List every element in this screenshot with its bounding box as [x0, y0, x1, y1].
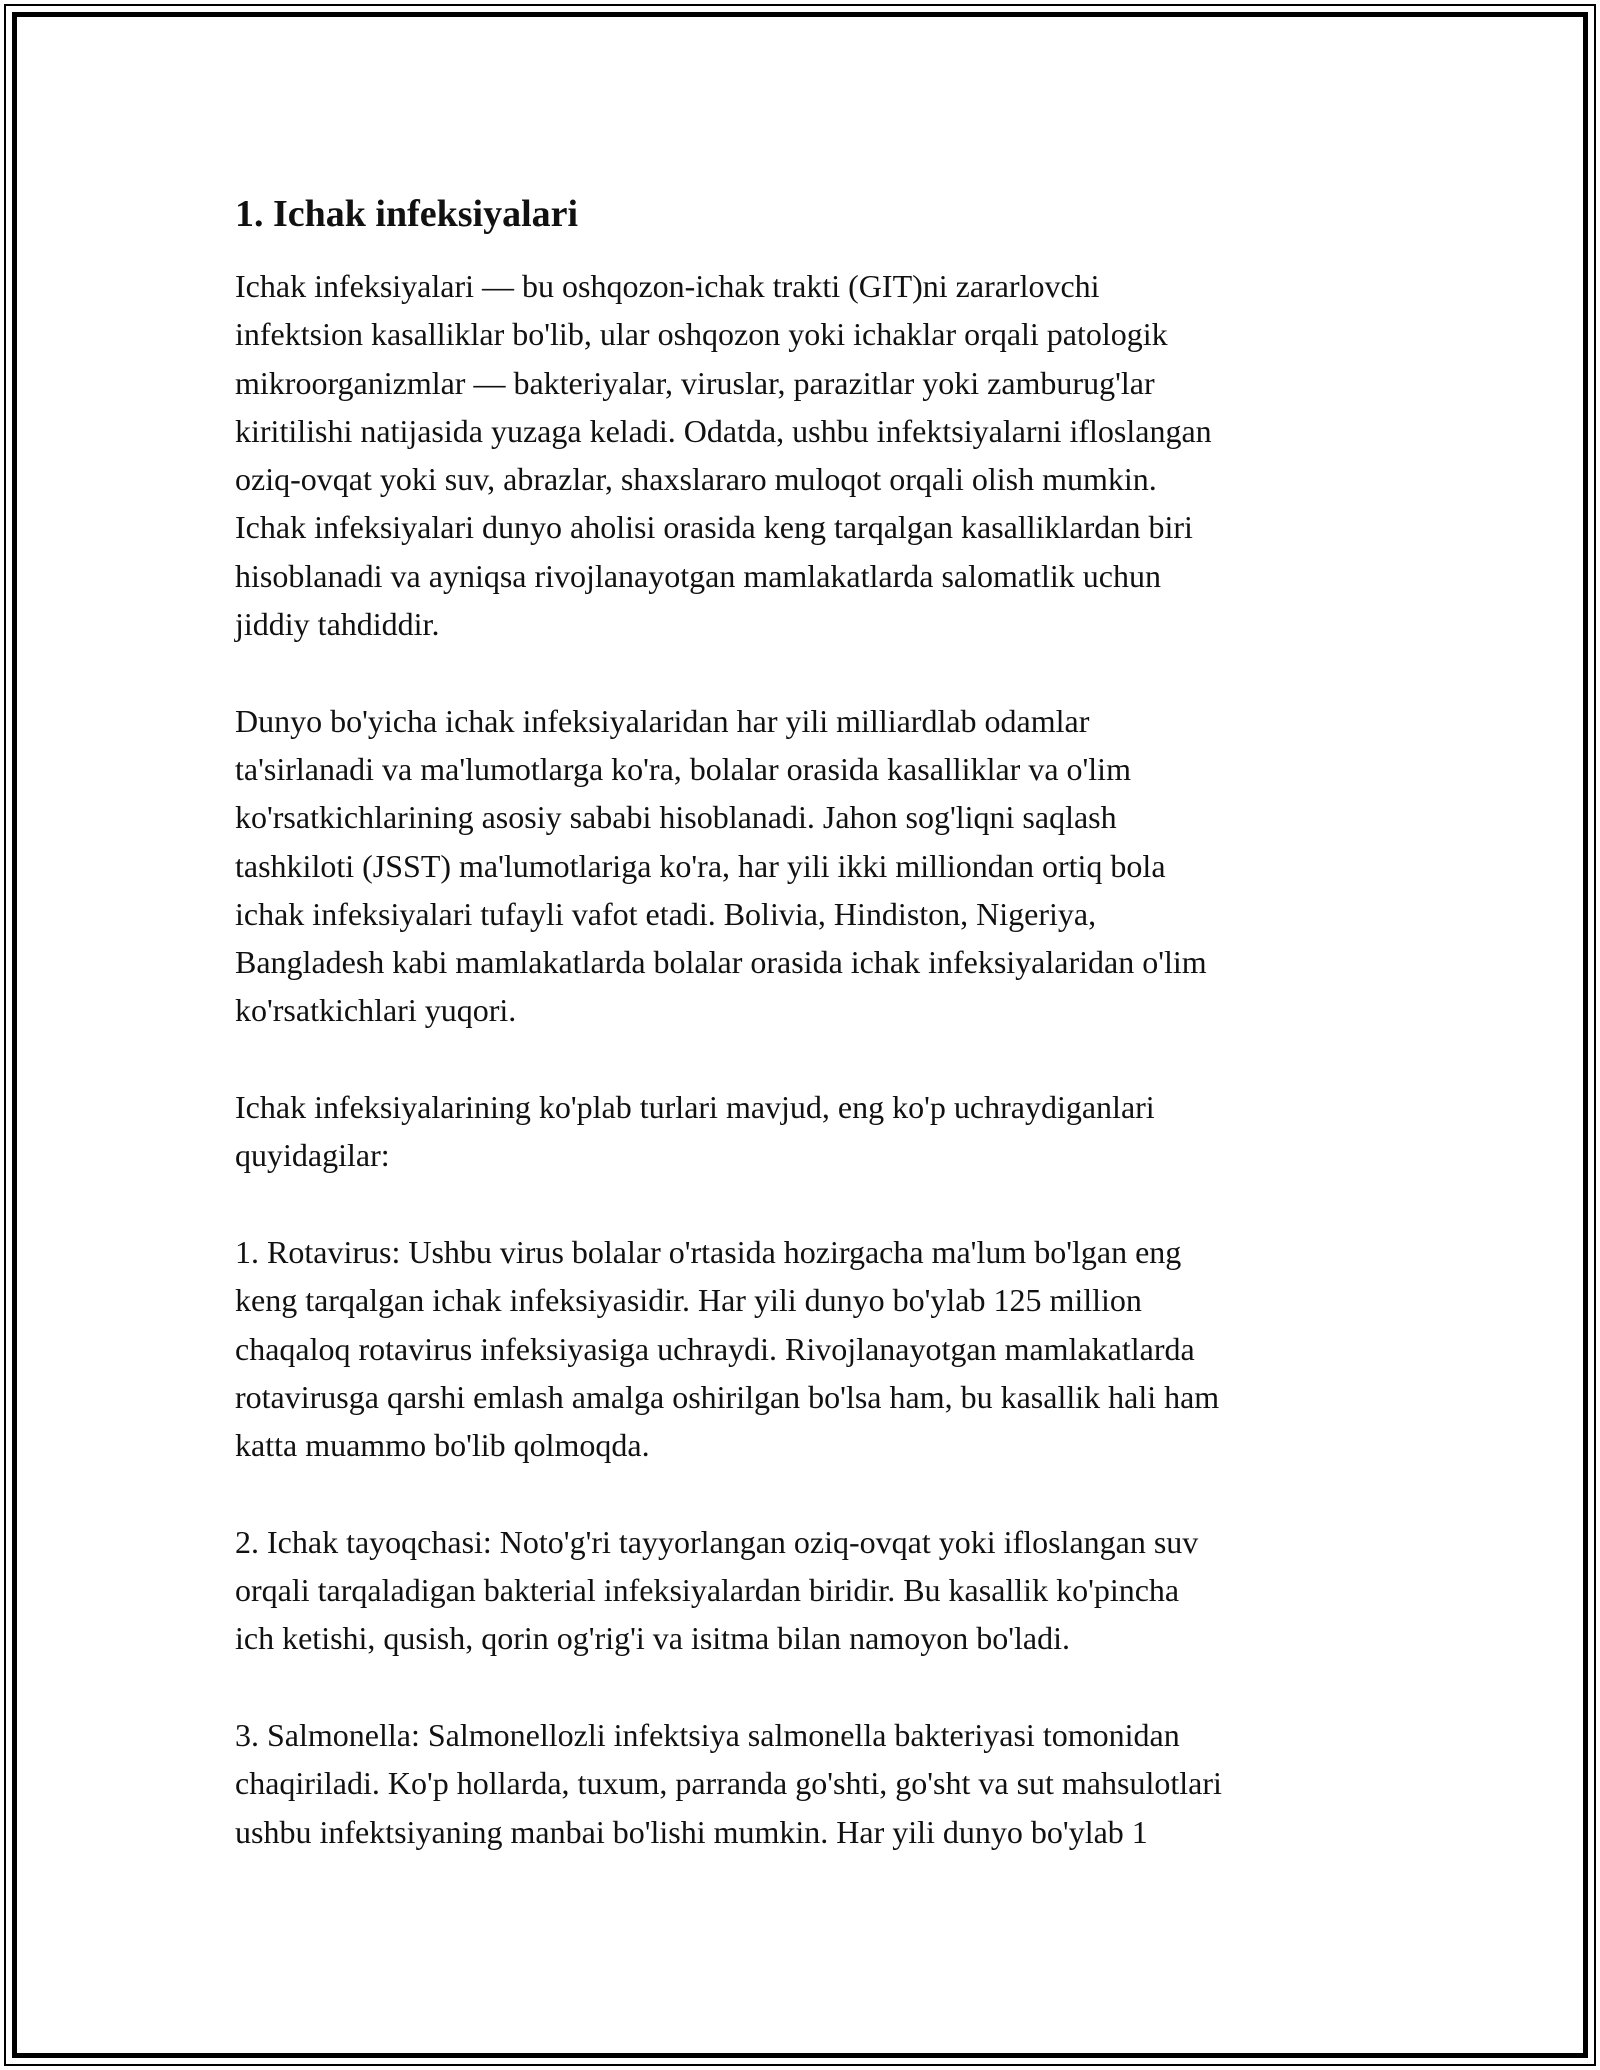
text-line: hisoblanadi va ayniqsa rivojlanayotgan mamlakatlarda salomatlik uchun	[235, 557, 1161, 594]
text-line: keng tarqalgan ichak infeksiyasidir. Har yili dunyo bo'ylab 125 million	[235, 1282, 1142, 1319]
section-heading: 1. Ichak infeksiyalari	[235, 193, 579, 235]
list-item-ichak-tayoqchasi	[235, 1518, 1385, 1663]
text-line: ushbu infektsiyaning manbai bo'lishi mumkin. Har yili dunyo bo'ylab 1	[235, 1813, 1148, 1850]
text-line: orqali tarqaladigan bakterial infeksiyalardan biridir. Bu kasallik ko'pincha	[235, 1572, 1180, 1609]
text-line: 1. Rotavirus: Ushbu virus bolalar o'rtasida hozirgacha ma'lum bo'lgan eng	[235, 1233, 1182, 1270]
text-line: ko'rsatkichlarining asosiy sababi hisoblanadi. Jahon sog'liqni saqlash	[235, 799, 1117, 836]
text-line: quyidagilar:	[235, 1137, 390, 1174]
text-line: Ichak infeksiyalarining ko'plab turlari mavjud, eng ko'p uchraydiganlari	[235, 1089, 1155, 1126]
text-line: kiritilishi natijasida yuzaga keladi. Odatda, ushbu infektsiyalarni ifloslangan	[235, 412, 1212, 449]
text-line: 2. Ichak tayoqchasi: Noto'g'ri tayyorlangan oziq-ovqat yoki ifloslangan suv	[235, 1523, 1199, 1560]
text-line: chaqaloq rotavirus infeksiyasiga uchraydi. Rivojlanayotgan mamlakatlarda	[235, 1330, 1195, 1367]
text-line: chaqiriladi. Ko'p hollarda, tuxum, parranda go'shti, go'sht va sut mahsulotlari	[235, 1765, 1222, 1802]
paragraph-types-intro	[235, 1083, 1385, 1180]
text-line: Bangladesh kabi mamlakatlarda bolalar orasida ichak infeksiyalaridan o'lim	[235, 944, 1207, 981]
text-line: ta'sirlanadi va ma'lumotlarga ko'ra, bolalar orasida kasalliklar va o'lim	[235, 750, 1131, 787]
text-line: jiddiy tahdiddir.	[235, 606, 440, 643]
document-body	[235, 186, 1385, 1856]
text-line: ko'rsatkichlari yuqori.	[235, 992, 517, 1029]
text-line: oziq-ovqat yoki suv, abrazlar, shaxslararo muloqot orqali olish mumkin.	[235, 461, 1157, 498]
list-item-rotavirus	[235, 1228, 1385, 1469]
text-line: ich ketishi, qusish, qorin og'rig'i va isitma bilan namoyon bo'ladi.	[235, 1620, 1070, 1657]
text-line: 3. Salmonella: Salmonellozli infektsiya salmonella bakteriyasi tomonidan	[235, 1716, 1180, 1753]
text-line: mikroorganizmlar — bakteriyalar, viruslar, parazitlar yoki zamburug'lar	[235, 364, 1155, 401]
text-line: Ichak infeksiyalari dunyo aholisi orasida keng tarqalgan kasalliklardan biri	[235, 509, 1193, 546]
text-line: katta muammo bo'lib qolmoqda.	[235, 1427, 650, 1464]
paragraph-intro	[235, 262, 1385, 648]
paragraph-statistics	[235, 697, 1385, 1035]
text-line: tashkiloti (JSST) ma'lumotlariga ko'ra, har yili ikki milliondan ortiq bola	[235, 847, 1166, 884]
text-line: Ichak infeksiyalari — bu oshqozon-ichak trakti (GIT)ni zararlovchi	[235, 268, 1100, 304]
list-item-salmonella	[235, 1711, 1385, 1856]
text-line: ichak infeksiyalari tufayli vafot etadi. Bolivia, Hindiston, Nigeriya,	[235, 895, 1097, 932]
text-line: rotavirusga qarshi emlash amalga oshirilgan bo'lsa ham, bu kasallik hali ham	[235, 1378, 1220, 1415]
text-line: Dunyo bo'yicha ichak infeksiyalaridan har yili milliardlab odamlar	[235, 702, 1090, 739]
text-line: infektsion kasalliklar bo'lib, ular oshqozon yoki ichaklar orqali patologik	[235, 316, 1168, 353]
